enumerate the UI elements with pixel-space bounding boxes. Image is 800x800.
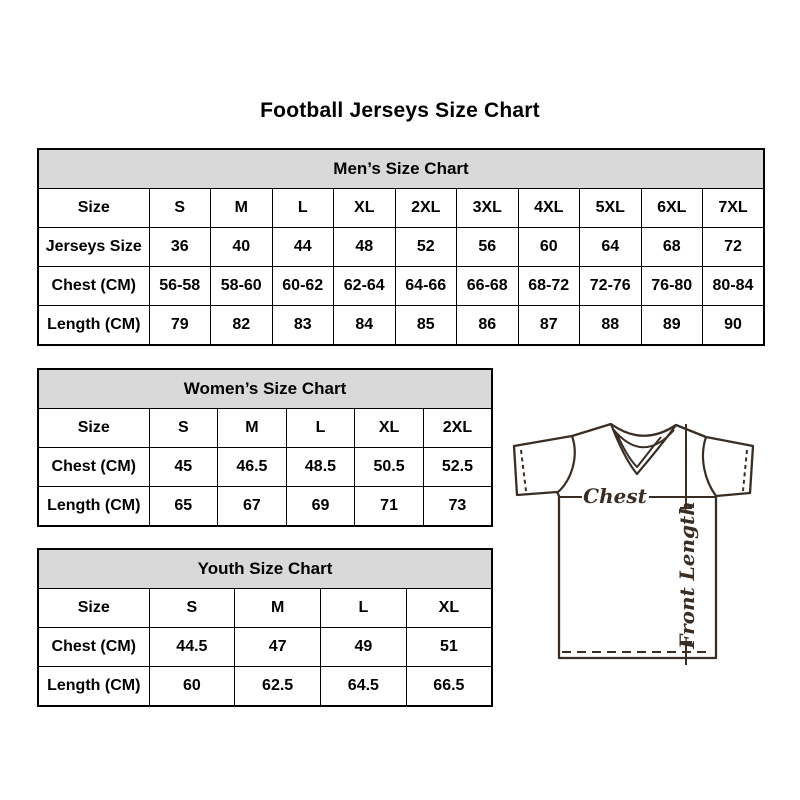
cell-value: 67 <box>218 487 287 527</box>
cell-value: XL <box>355 409 424 448</box>
table-row <box>38 487 492 527</box>
cell-value: 3XL <box>457 189 519 228</box>
jersey-measurement-diagram <box>505 405 795 670</box>
table-row <box>38 667 492 707</box>
cell-value: S <box>149 589 235 628</box>
cell-value: 64 <box>580 228 642 267</box>
cell-value: 47 <box>235 628 321 667</box>
cell-value: M <box>218 409 287 448</box>
cell-value: 60-62 <box>272 267 334 306</box>
table-row <box>38 267 764 306</box>
cell-value: 83 <box>272 306 334 346</box>
table-row <box>38 589 492 628</box>
cell-value: 82 <box>211 306 273 346</box>
cell-value: 69 <box>286 487 355 527</box>
cell-value: M <box>211 189 273 228</box>
cell-value: 4XL <box>518 189 580 228</box>
cell-value: 6XL <box>641 189 703 228</box>
cell-value: 50.5 <box>355 448 424 487</box>
row-label: Size <box>38 189 149 228</box>
row-label: Size <box>38 409 149 448</box>
chest-label: Chest <box>583 484 647 508</box>
row-label: Chest (CM) <box>38 267 149 306</box>
cell-value: 90 <box>703 306 765 346</box>
cell-value: 64.5 <box>321 667 407 707</box>
table-row <box>38 409 492 448</box>
left-armhole-seam <box>557 436 575 493</box>
cell-value: 68-72 <box>518 267 580 306</box>
table-title: Youth Size Chart <box>38 549 492 589</box>
cell-value: 2XL <box>423 409 492 448</box>
cell-value: 73 <box>423 487 492 527</box>
row-label: Length (CM) <box>38 667 149 707</box>
cell-value: 85 <box>395 306 457 346</box>
cell-value: 62.5 <box>235 667 321 707</box>
cell-value: XL <box>334 189 396 228</box>
cell-value: 40 <box>211 228 273 267</box>
table-header-row <box>38 369 492 409</box>
front-length-label: Front Length <box>675 501 699 649</box>
womens-size-table <box>37 368 493 527</box>
cell-value: 44.5 <box>149 628 235 667</box>
cell-value: 80-84 <box>703 267 765 306</box>
cell-value: 76-80 <box>641 267 703 306</box>
cell-value: XL <box>406 589 492 628</box>
table-header-row <box>38 549 492 589</box>
youth-size-table <box>37 548 493 707</box>
cell-value: 72-76 <box>580 267 642 306</box>
cell-value: 58-60 <box>211 267 273 306</box>
row-label: Jerseys Size <box>38 228 149 267</box>
left-cuff-dashed-line <box>521 450 526 491</box>
cell-value: 52.5 <box>423 448 492 487</box>
cell-value: L <box>321 589 407 628</box>
cell-value: 48.5 <box>286 448 355 487</box>
cell-value: L <box>286 409 355 448</box>
right-armhole-seam <box>703 437 716 496</box>
cell-value: 51 <box>406 628 492 667</box>
cell-value: 48 <box>334 228 396 267</box>
cell-value: 72 <box>703 228 765 267</box>
row-label: Chest (CM) <box>38 628 149 667</box>
cell-value: M <box>235 589 321 628</box>
cell-value: 64-66 <box>395 267 457 306</box>
right-cuff-dashed-line <box>743 450 747 491</box>
cell-value: 56-58 <box>149 267 211 306</box>
table-row <box>38 228 764 267</box>
cell-value: 62-64 <box>334 267 396 306</box>
cell-value: 66.5 <box>406 667 492 707</box>
cell-value: 52 <box>395 228 457 267</box>
table-row <box>38 628 492 667</box>
cell-value: S <box>149 409 218 448</box>
table-title: Women’s Size Chart <box>38 369 492 409</box>
cell-value: 7XL <box>703 189 765 228</box>
cell-value: 86 <box>457 306 519 346</box>
cell-value: L <box>272 189 334 228</box>
cell-value: 44 <box>272 228 334 267</box>
row-label: Length (CM) <box>38 487 149 527</box>
cell-value: 68 <box>641 228 703 267</box>
page-title: Football Jerseys Size Chart <box>260 99 540 122</box>
table-header-row <box>38 149 764 189</box>
cell-value: 49 <box>321 628 407 667</box>
jersey-outline-shape <box>514 424 753 658</box>
cell-value: 87 <box>518 306 580 346</box>
table-row <box>38 306 764 346</box>
table-row <box>38 448 492 487</box>
cell-value: 45 <box>149 448 218 487</box>
cell-value: 79 <box>149 306 211 346</box>
row-label: Length (CM) <box>38 306 149 346</box>
cell-value: 60 <box>149 667 235 707</box>
cell-value: 84 <box>334 306 396 346</box>
cell-value: 88 <box>580 306 642 346</box>
row-label: Chest (CM) <box>38 448 149 487</box>
cell-value: 66-68 <box>457 267 519 306</box>
cell-value: 89 <box>641 306 703 346</box>
cell-value: S <box>149 189 211 228</box>
cell-value: 36 <box>149 228 211 267</box>
cell-value: 5XL <box>580 189 642 228</box>
cell-value: 46.5 <box>218 448 287 487</box>
mens-size-table <box>37 148 765 346</box>
cell-value: 56 <box>457 228 519 267</box>
table-title: Men’s Size Chart <box>38 149 764 189</box>
cell-value: 60 <box>518 228 580 267</box>
table-row <box>38 189 764 228</box>
cell-value: 65 <box>149 487 218 527</box>
cell-value: 2XL <box>395 189 457 228</box>
row-label: Size <box>38 589 149 628</box>
cell-value: 71 <box>355 487 424 527</box>
